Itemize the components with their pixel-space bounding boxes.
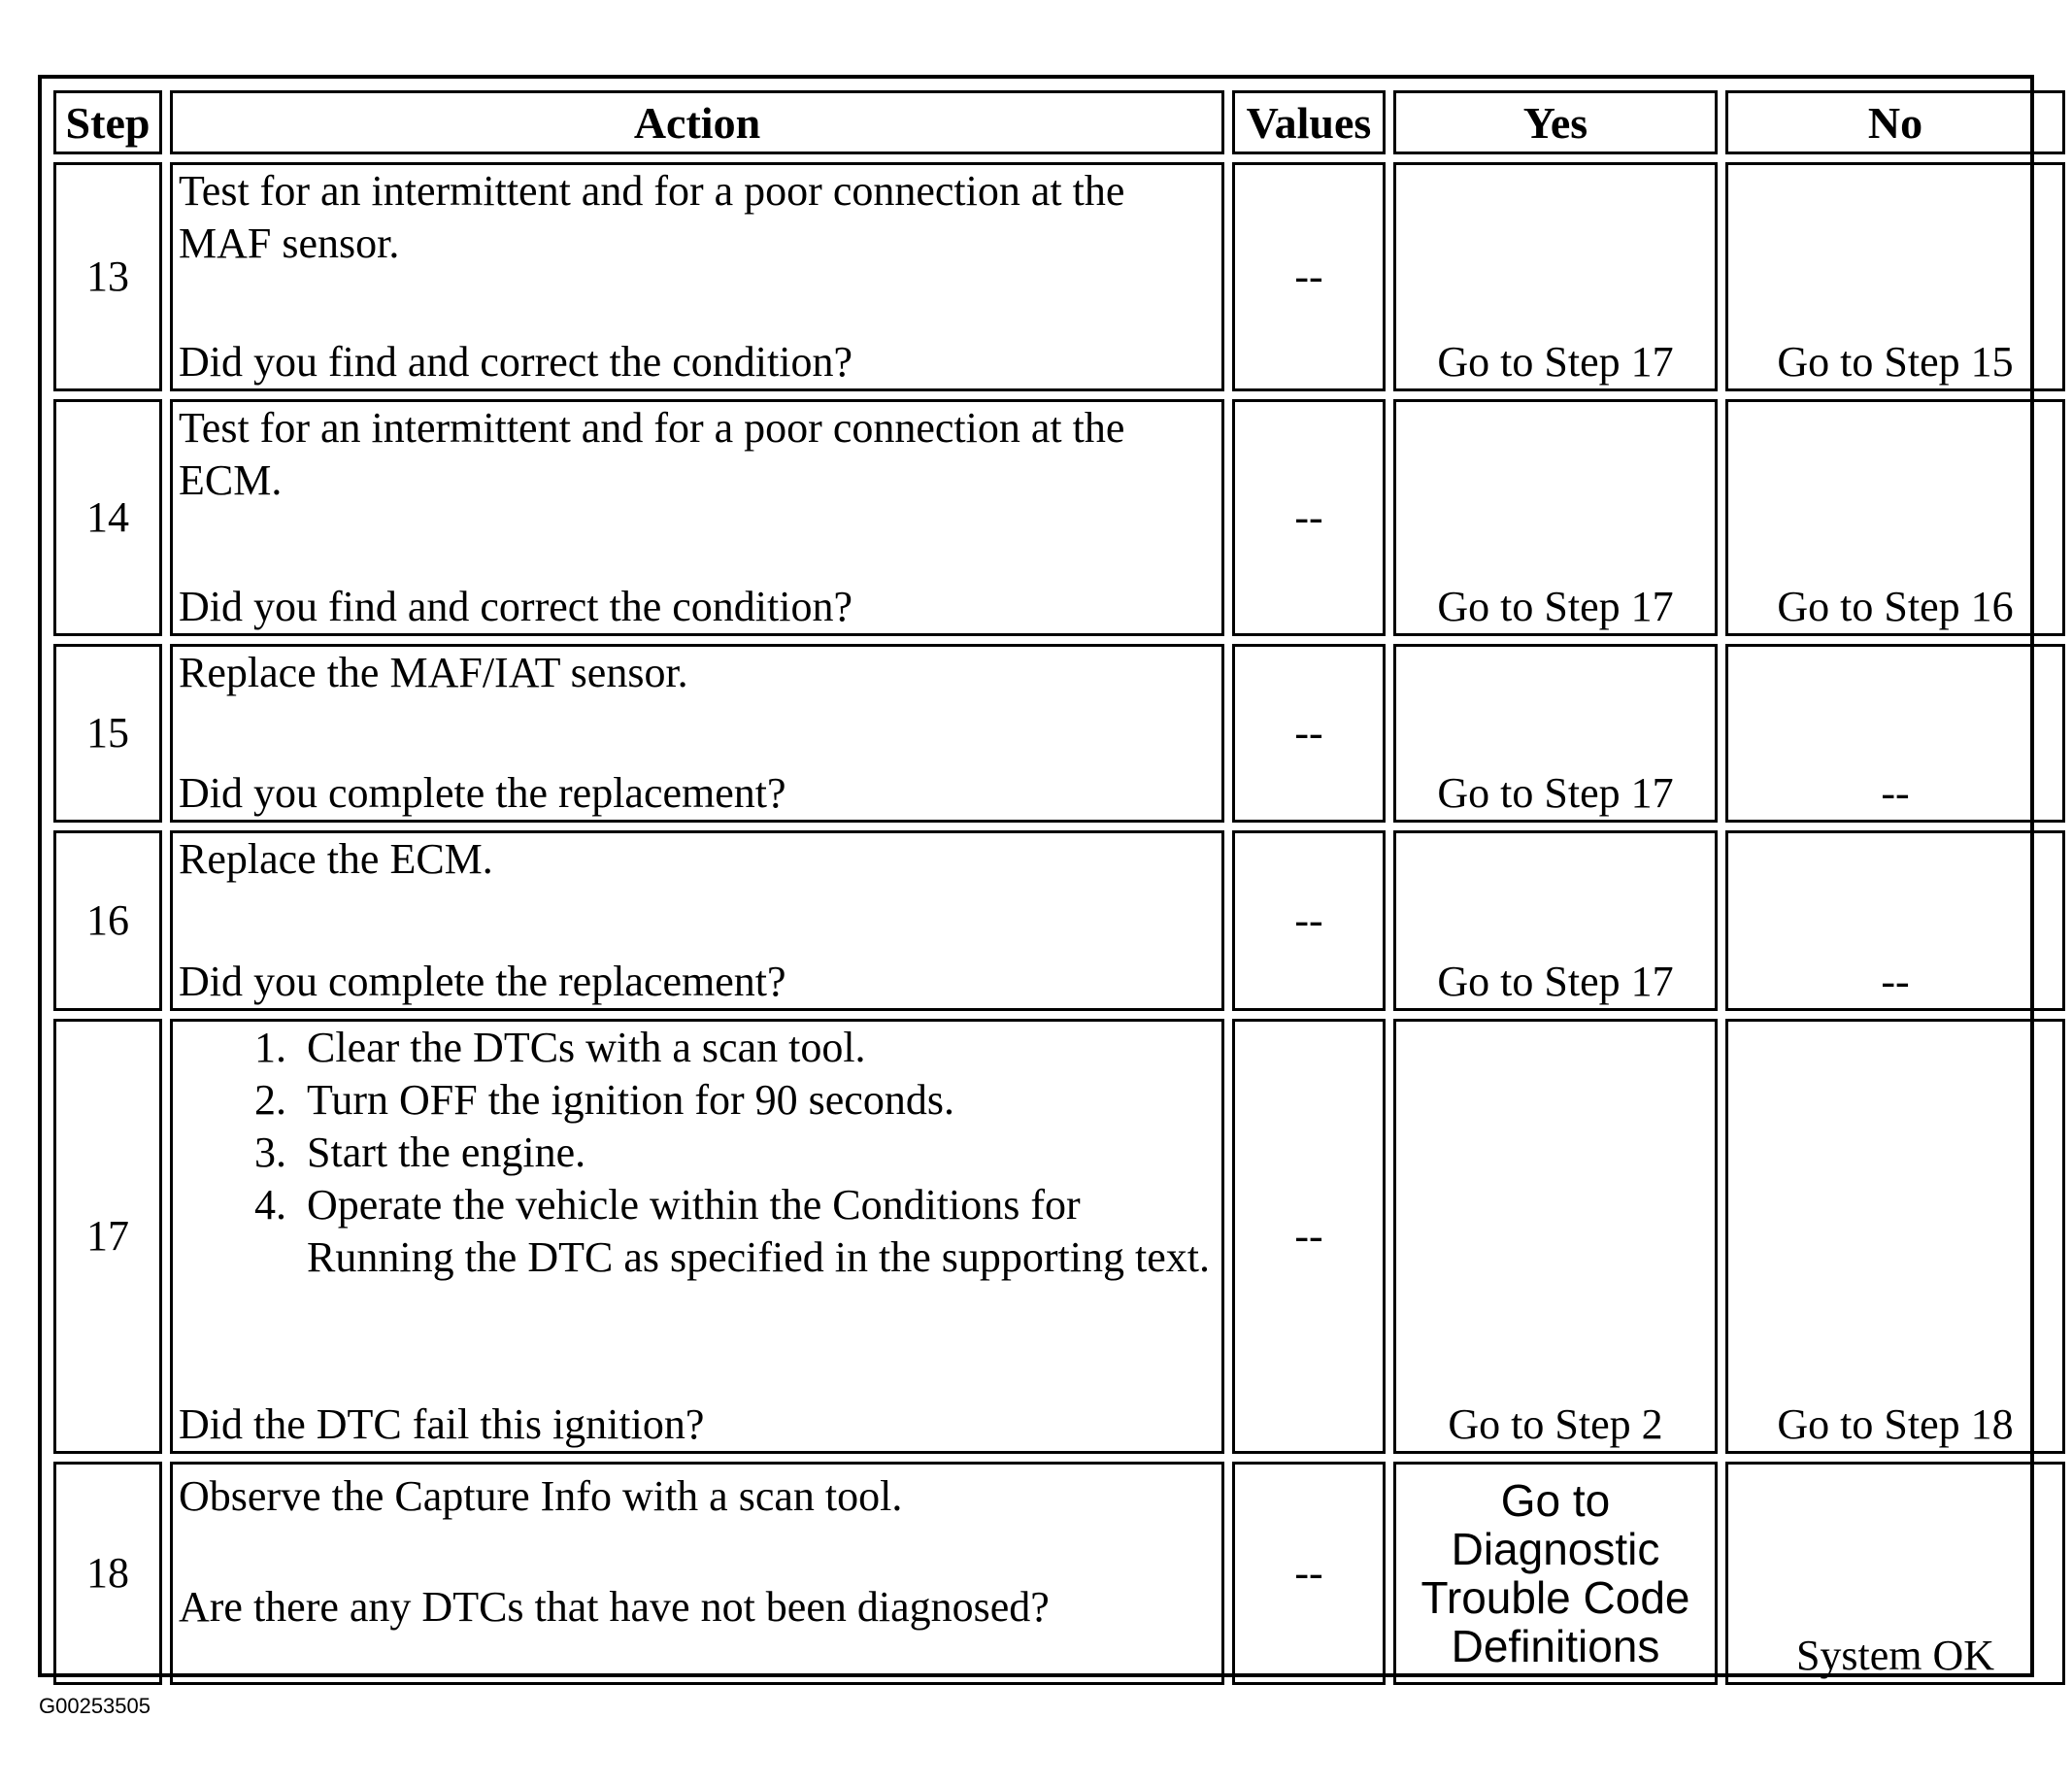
yes-cell: Go to Step 17 (1393, 830, 1718, 1011)
yes-cell: Go to Step 17 (1393, 644, 1718, 823)
values-cell: -- (1232, 644, 1386, 823)
step-number: 14 (53, 399, 162, 636)
yes-cell: Go to Step 2 (1393, 1019, 1718, 1454)
table-row (53, 830, 2065, 1011)
no-cell: Go to Step 18 (1725, 1019, 2065, 1454)
action-cell (170, 399, 1224, 636)
action-question: Did the DTC fail this ignition? (179, 1400, 705, 1448)
no-cell: Go to Step 16 (1725, 399, 2065, 636)
table-row (53, 644, 2065, 823)
values-cell: -- (1232, 1019, 1386, 1454)
values-cell: -- (1232, 162, 1386, 391)
list-item: 2. Turn OFF the ignition for 90 seconds. (297, 1074, 1216, 1127)
figure-id: G00253505 (39, 1694, 150, 1718)
step-number: 17 (53, 1019, 162, 1454)
list-item: 3. Start the engine. (297, 1127, 1216, 1179)
action-question: Did you find and correct the condition? (179, 338, 853, 386)
list-item: 1. Clear the DTCs with a scan tool. (297, 1022, 1216, 1074)
header-action: Action (170, 90, 1224, 154)
values-cell: -- (1232, 1462, 1386, 1685)
action-cell (170, 644, 1224, 823)
table-row (53, 1462, 2065, 1685)
action-text: Test for an intermittent and for a poor connection at the MAF sensor. (179, 167, 1125, 267)
table-row (53, 1019, 2065, 1454)
action-question: Did you find and correct the condition? (179, 583, 853, 630)
header-yes: Yes (1393, 90, 1718, 154)
yes-cell: Go to Diagnostic Trouble Code Definitions (1393, 1462, 1718, 1685)
table-row (53, 162, 2065, 391)
header-values: Values (1232, 90, 1386, 154)
yes-cell: Go to Step 17 (1393, 399, 1718, 636)
values-cell: -- (1232, 399, 1386, 636)
action-cell (170, 162, 1224, 391)
action-cell (170, 1019, 1224, 1454)
action-text: Replace the MAF/IAT sensor. (179, 649, 688, 696)
action-cell (170, 830, 1224, 1011)
diagnostic-table (46, 83, 2072, 1693)
action-text: Replace the ECM. (179, 835, 493, 883)
no-cell: -- (1725, 830, 2065, 1011)
yes-cell: Go to Step 17 (1393, 162, 1718, 391)
no-cell: System OK (1725, 1462, 2065, 1685)
action-text: Test for an intermittent and for a poor connection at the ECM. (179, 404, 1125, 504)
no-cell: Go to Step 15 (1725, 162, 2065, 391)
action-text: Observe the Capture Info with a scan tool. (179, 1472, 903, 1520)
step-number: 15 (53, 644, 162, 823)
header-no: No (1725, 90, 2065, 154)
action-cell (170, 1462, 1224, 1685)
header-step: Step (53, 90, 162, 154)
no-cell: -- (1725, 644, 2065, 823)
step-number: 16 (53, 830, 162, 1011)
values-cell: -- (1232, 830, 1386, 1011)
step-number: 18 (53, 1462, 162, 1685)
action-question: Did you complete the replacement? (179, 958, 786, 1005)
procedure-list (179, 1022, 1216, 1284)
action-question: Are there any DTCs that have not been diagnosed? (179, 1583, 1050, 1631)
action-question: Did you complete the replacement? (179, 769, 786, 817)
step-number: 13 (53, 162, 162, 391)
header-row (53, 90, 2065, 154)
table-row (53, 399, 2065, 636)
list-item: 4. Operate the vehicle within the Conditions for Running the DTC as specified in the supporting text. (297, 1179, 1216, 1284)
